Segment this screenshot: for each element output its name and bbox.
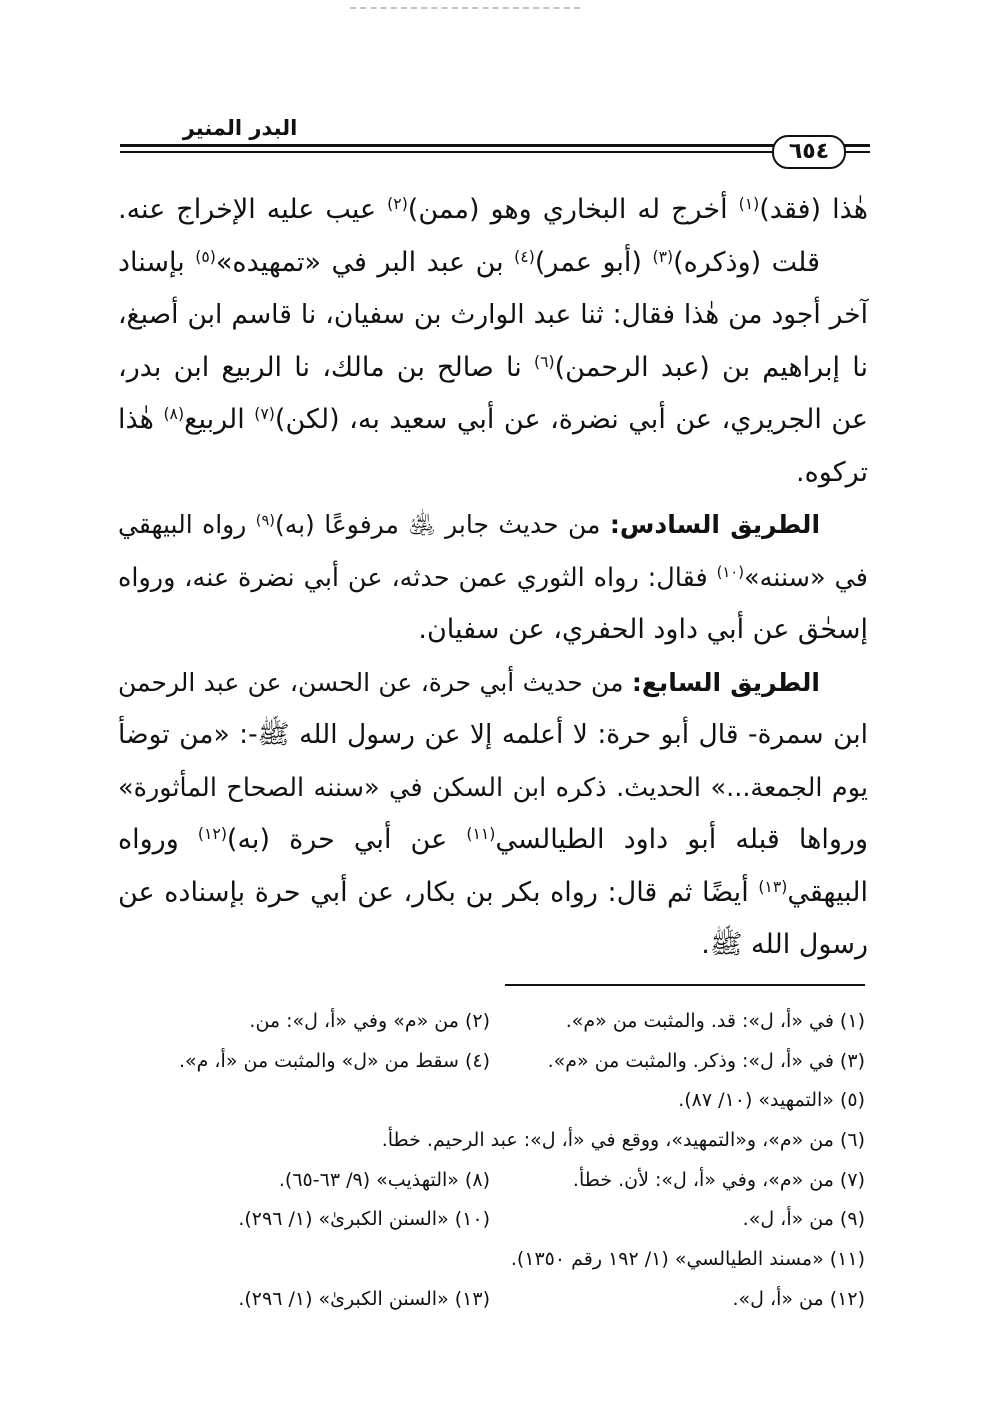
- footnote-12: (١٢) من «أ، ل».: [732, 1287, 865, 1310]
- footnote-marker: (٥): [195, 246, 216, 266]
- footnote-11: (١١) «مسند الطيالسي» (١/ ١٩٢ رقم ١٣٥٠).: [510, 1248, 865, 1271]
- footnote-marker: (٤): [514, 246, 535, 266]
- text-segment: رواه البيهقي: [118, 510, 256, 539]
- text-segment: بإسناد: [118, 246, 196, 278]
- footnote-row: [140, 1280, 865, 1320]
- footnote-row: [140, 1081, 865, 1121]
- footnote-5: (٥) «التمهيد» (١٠/ ٨٧).: [678, 1089, 865, 1112]
- text-segment: نا صالح بن مالك، نا الربيع ابن بدر،: [118, 351, 534, 383]
- text-line-3: [118, 289, 868, 342]
- text-line-13: [118, 814, 868, 867]
- footnote-marker: (٨): [163, 404, 185, 424]
- text-segment: هٰذا (فقد): [759, 194, 868, 225]
- page-number: ٦٥٤: [772, 135, 846, 169]
- footnote-marker: (١١): [466, 824, 496, 844]
- text-segment: أيضًا ثم قال: رواه بكر بن بكار، عن أبي حرة بإسناده عن: [118, 876, 759, 908]
- text-segment: قلت (وذكره): [673, 246, 820, 278]
- text-segment: إسحٰق عن أبي داود الحفري، عن سفيان.: [418, 614, 868, 645]
- footnote-9: (٩) من «أ، ل».: [742, 1208, 865, 1231]
- text-segment: آخر أجود من هٰذا فقال: ثنا عبد الوارث بن سفيان، نا قاسم ابن أصبغ،: [118, 299, 868, 330]
- footnote-13: (١٣) «السنن الكبرىٰ» (١/ ٢٩٦).: [238, 1287, 490, 1310]
- text-line-5: [118, 394, 868, 447]
- text-segment: من حديث جابر ﵁ مرفوعًا (به): [274, 510, 610, 539]
- text-line-11: [118, 709, 868, 762]
- text-segment: أخرج له البخاري وهو (ممن): [407, 194, 739, 225]
- header-rule-thin: [120, 151, 870, 153]
- text-segment: تركوه.: [796, 456, 868, 488]
- text-line-1: [118, 184, 868, 237]
- text-segment: البيهقي: [787, 876, 868, 908]
- footnote-marker: (٣): [652, 246, 674, 266]
- footnote-6: (٦) من «م»، و«التمهيد»، ووقع في «أ، ل»: عبد الرحيم. خطأ.: [381, 1129, 865, 1152]
- footnote-3: (٣) في «أ، ل»: وذكر. والمثبت من «م».: [547, 1049, 865, 1072]
- footnote-separator: [505, 984, 865, 986]
- text-segment: في «سننه»: [744, 562, 868, 593]
- text-segment: ورواه: [118, 824, 198, 855]
- text-line-12: [118, 762, 868, 815]
- text-segment: بن عبد البر في «تمهيده»: [215, 246, 515, 278]
- text-segment: رسول الله ﷺ.: [701, 929, 868, 960]
- footnote-row: [140, 1002, 865, 1042]
- main-text: [118, 184, 868, 972]
- footnote-2: (٢) من «م» وفي «أ، ل»: من.: [249, 1010, 490, 1032]
- running-title: البدر المنير: [182, 116, 298, 140]
- footnote-1: (١) في «أ، ل»: قد. والمثبت من «م».: [565, 1010, 865, 1032]
- footnote-row: [140, 1161, 865, 1201]
- footnote-row: [140, 1240, 865, 1280]
- text-line-2: [118, 237, 868, 290]
- text-segment: فقال: رواه الثوري عمن حدثه، عن أبي نضرة عنه، ورواه: [118, 562, 717, 593]
- footnote-4: (٤) سقط من «ل» والمثبت من «أ، م».: [178, 1049, 490, 1072]
- text-segment: الربيع: [184, 404, 255, 435]
- text-segment: عيب عليه الإخراج عنه.: [118, 194, 388, 225]
- text-segment: ورواها قبله أبو داود الطيالسي: [495, 824, 868, 855]
- footnotes: [140, 1002, 865, 1320]
- footnote-row: [140, 1042, 865, 1082]
- section-heading: الطريق السابع:: [631, 667, 820, 697]
- text-line-10: [118, 657, 868, 710]
- footnote-row: [140, 1200, 865, 1240]
- text-segment: نا إبراهيم بن (عبد الرحمن): [554, 351, 868, 383]
- text-segment: (أبو عمر): [534, 246, 653, 278]
- text-segment: ابن سمرة- قال أبو حرة: لا أعلمه إلا عن رسول الله ﷺ-: «من توضأ: [118, 719, 868, 750]
- text-line-4: [118, 342, 868, 395]
- text-segment: عن الجريري، عن أبي نضرة، عن أبي سعيد به، (لكن): [274, 404, 868, 435]
- section-heading: الطريق السادس:: [609, 510, 821, 539]
- footnote-row: [140, 1121, 865, 1161]
- header-rule-thick: [120, 144, 870, 147]
- text-line-7: [118, 499, 868, 552]
- footnote-8: (٨) «التهذيب» (٩/ ٦٣-٦٥).: [278, 1168, 490, 1191]
- text-segment: عن أبي حرة (به): [226, 824, 467, 855]
- text-line-9: [118, 604, 868, 657]
- footnote-marker: (٢): [387, 194, 408, 214]
- footnote-marker: (٧): [254, 404, 275, 424]
- text-segment: من حديث أبي حرة، عن الحسن، عن عبد الرحمن: [118, 667, 632, 697]
- footnote-7: (٧) من «م»، وفي «أ، ل»: لأن. خطأ.: [572, 1168, 865, 1191]
- footnote-marker: (٩): [255, 513, 275, 530]
- footnote-marker: (١٠): [716, 564, 745, 582]
- footnote-marker: (١): [738, 194, 760, 214]
- text-line-15: [118, 919, 868, 972]
- text-line-14: [118, 867, 868, 920]
- text-segment: يوم الجمعة...» الحديث. ذكره ابن السكن في «سننه الصحاح المأثورة»: [118, 772, 868, 803]
- footnote-marker: (١٢): [197, 824, 227, 844]
- text-line-6: [118, 447, 868, 500]
- footnote-10: (١٠) «السنن الكبرىٰ» (١/ ٢٩٦).: [238, 1208, 490, 1231]
- text-line-8: [118, 552, 868, 605]
- scan-artifact-dashes: [350, 7, 580, 9]
- text-segment: هٰذا: [118, 404, 164, 435]
- footnote-marker: (٦): [534, 351, 555, 371]
- footnote-marker: (١٣): [758, 876, 788, 896]
